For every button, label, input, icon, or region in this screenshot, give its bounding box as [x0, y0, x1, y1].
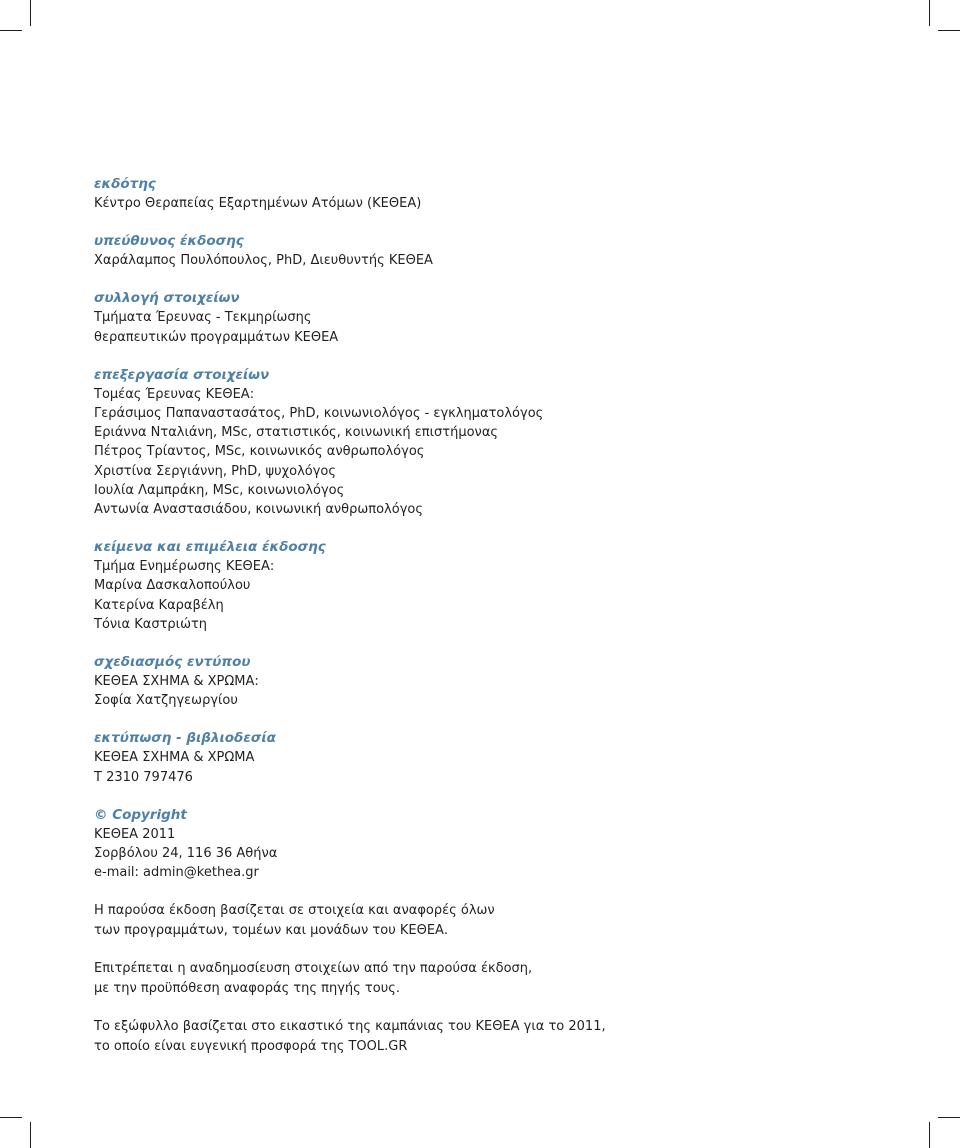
crop-mark-bottom-left — [30, 1122, 31, 1148]
section-line: Τόνια Καστριώτη — [94, 616, 208, 632]
section-line: Κέντρο Θεραπείας Εξαρτημένων Ατόμων (ΚΕΘΕΑ) — [94, 196, 422, 211]
paragraph-line: Το εξώφυλλο βασίζεται στο εικαστικό της καμπάνιας του ΚΕΘΕΑ για το 2011, — [94, 1019, 606, 1035]
section-publisher — [94, 175, 894, 213]
paragraph-line: των προγραμμάτων, τομέων και μονάδων του ΚΕΘΕΑ. — [94, 923, 449, 939]
crop-mark-bottom-left-h — [0, 1117, 22, 1118]
crop-mark-top-right — [929, 0, 930, 26]
section-line: Μαρίνα Δασκαλοπούλου — [94, 578, 251, 594]
section-heading: σχεδιασμός εντύπου — [94, 654, 251, 671]
section-line: Σοφία Χατζηγεωργίου — [94, 693, 238, 709]
paragraph-line: Επιτρέπεται η αναδημοσίευση στοιχείων από την παρούσα έκδοση, — [94, 961, 533, 977]
section-line: Τμήμα Ενημέρωσης ΚΕΘΕΑ: — [94, 559, 275, 575]
section-line: θεραπευτικών προγραμμάτων ΚΕΘΕΑ — [94, 329, 339, 345]
crop-mark-bottom-right — [929, 1122, 930, 1148]
section-line: Αντωνία Αναστασιάδου, κοινωνική ανθρωπολόγος — [94, 502, 423, 518]
section-line: Τμήματα Έρευνας - Τεκμηρίωσης — [94, 310, 312, 326]
paragraph-line: το οποίο είναι ευγενική προσφορά της TOOL.GR — [94, 1039, 408, 1055]
note-paragraph — [94, 901, 894, 941]
section-line: e-mail: admin@kethea.gr — [94, 865, 259, 881]
paragraph-line: Η παρούσα έκδοση βασίζεται σε στοιχεία και αναφορές όλων — [94, 903, 495, 919]
section-line: Χαράλαμπος Πουλόπουλος, PhD, Διευθυντής ΚΕΘΕΑ — [94, 253, 433, 269]
crop-mark-bottom-right-h — [938, 1117, 960, 1118]
section-heading: κείμενα και επιμέλεια έκδοσης — [94, 539, 326, 556]
crop-mark-top-left — [30, 0, 31, 26]
section-line: Πέτρος Τρίαντος, MSc, κοινωνικός ανθρωπολόγος — [94, 444, 425, 460]
crop-mark-top-right-h — [938, 30, 960, 31]
section-data-collection — [94, 289, 894, 346]
section-line: Χριστίνα Σεργιάννη, PhD, ψυχολόγος — [94, 463, 337, 479]
section-line: Τομέας Έρευνας ΚΕΘΕΑ: — [94, 386, 255, 402]
section-printing — [94, 729, 894, 786]
section-line: Ιουλία Λαμπράκη, MSc, κοινωνιολόγος — [94, 482, 345, 498]
note-paragraph — [94, 959, 894, 999]
section-texts-editing — [94, 538, 894, 634]
section-line: ΚΕΘΕΑ ΣΧΗΜΑ & ΧΡΩΜΑ — [94, 750, 255, 766]
section-heading: εκδότης — [94, 176, 156, 192]
paragraph-line: με την προϋπόθεση αναφοράς της πηγής τους. — [94, 981, 400, 997]
section-line: Σορβόλου 24, 116 36 Αθήνα — [94, 846, 278, 862]
section-heading: εκτύπωση - βιβλιοδεσία — [94, 730, 276, 747]
section-editor-in-charge — [94, 232, 894, 270]
section-line: Κατερίνα Καραβέλη — [94, 597, 224, 613]
section-copyright — [94, 806, 894, 883]
section-line: ΚΕΘΕΑ 2011 — [94, 826, 176, 842]
section-line: Γεράσιμος Παπαναστασάτος, PhD, κοινωνιολόγος - εγκληματολόγος — [94, 406, 544, 422]
section-design — [94, 653, 894, 710]
section-heading: © Copyright — [94, 806, 187, 823]
section-line: Εριάννα Νταλιάνη, MSc, στατιστικός, κοινωνική επιστήμονας — [94, 425, 499, 441]
section-line: T 2310 797476 — [94, 769, 193, 785]
crop-mark-top-left-h — [0, 30, 22, 31]
section-heading: υπεύθυνος έκδοσης — [94, 233, 244, 250]
section-data-processing — [94, 366, 894, 519]
colophon — [94, 175, 894, 1075]
section-line: ΚΕΘΕΑ ΣΧΗΜΑ & ΧΡΩΜΑ: — [94, 674, 259, 690]
section-heading: επεξεργασία στοιχείων — [94, 366, 270, 383]
note-paragraph — [94, 1017, 894, 1057]
section-heading: συλλογή στοιχείων — [94, 290, 240, 307]
